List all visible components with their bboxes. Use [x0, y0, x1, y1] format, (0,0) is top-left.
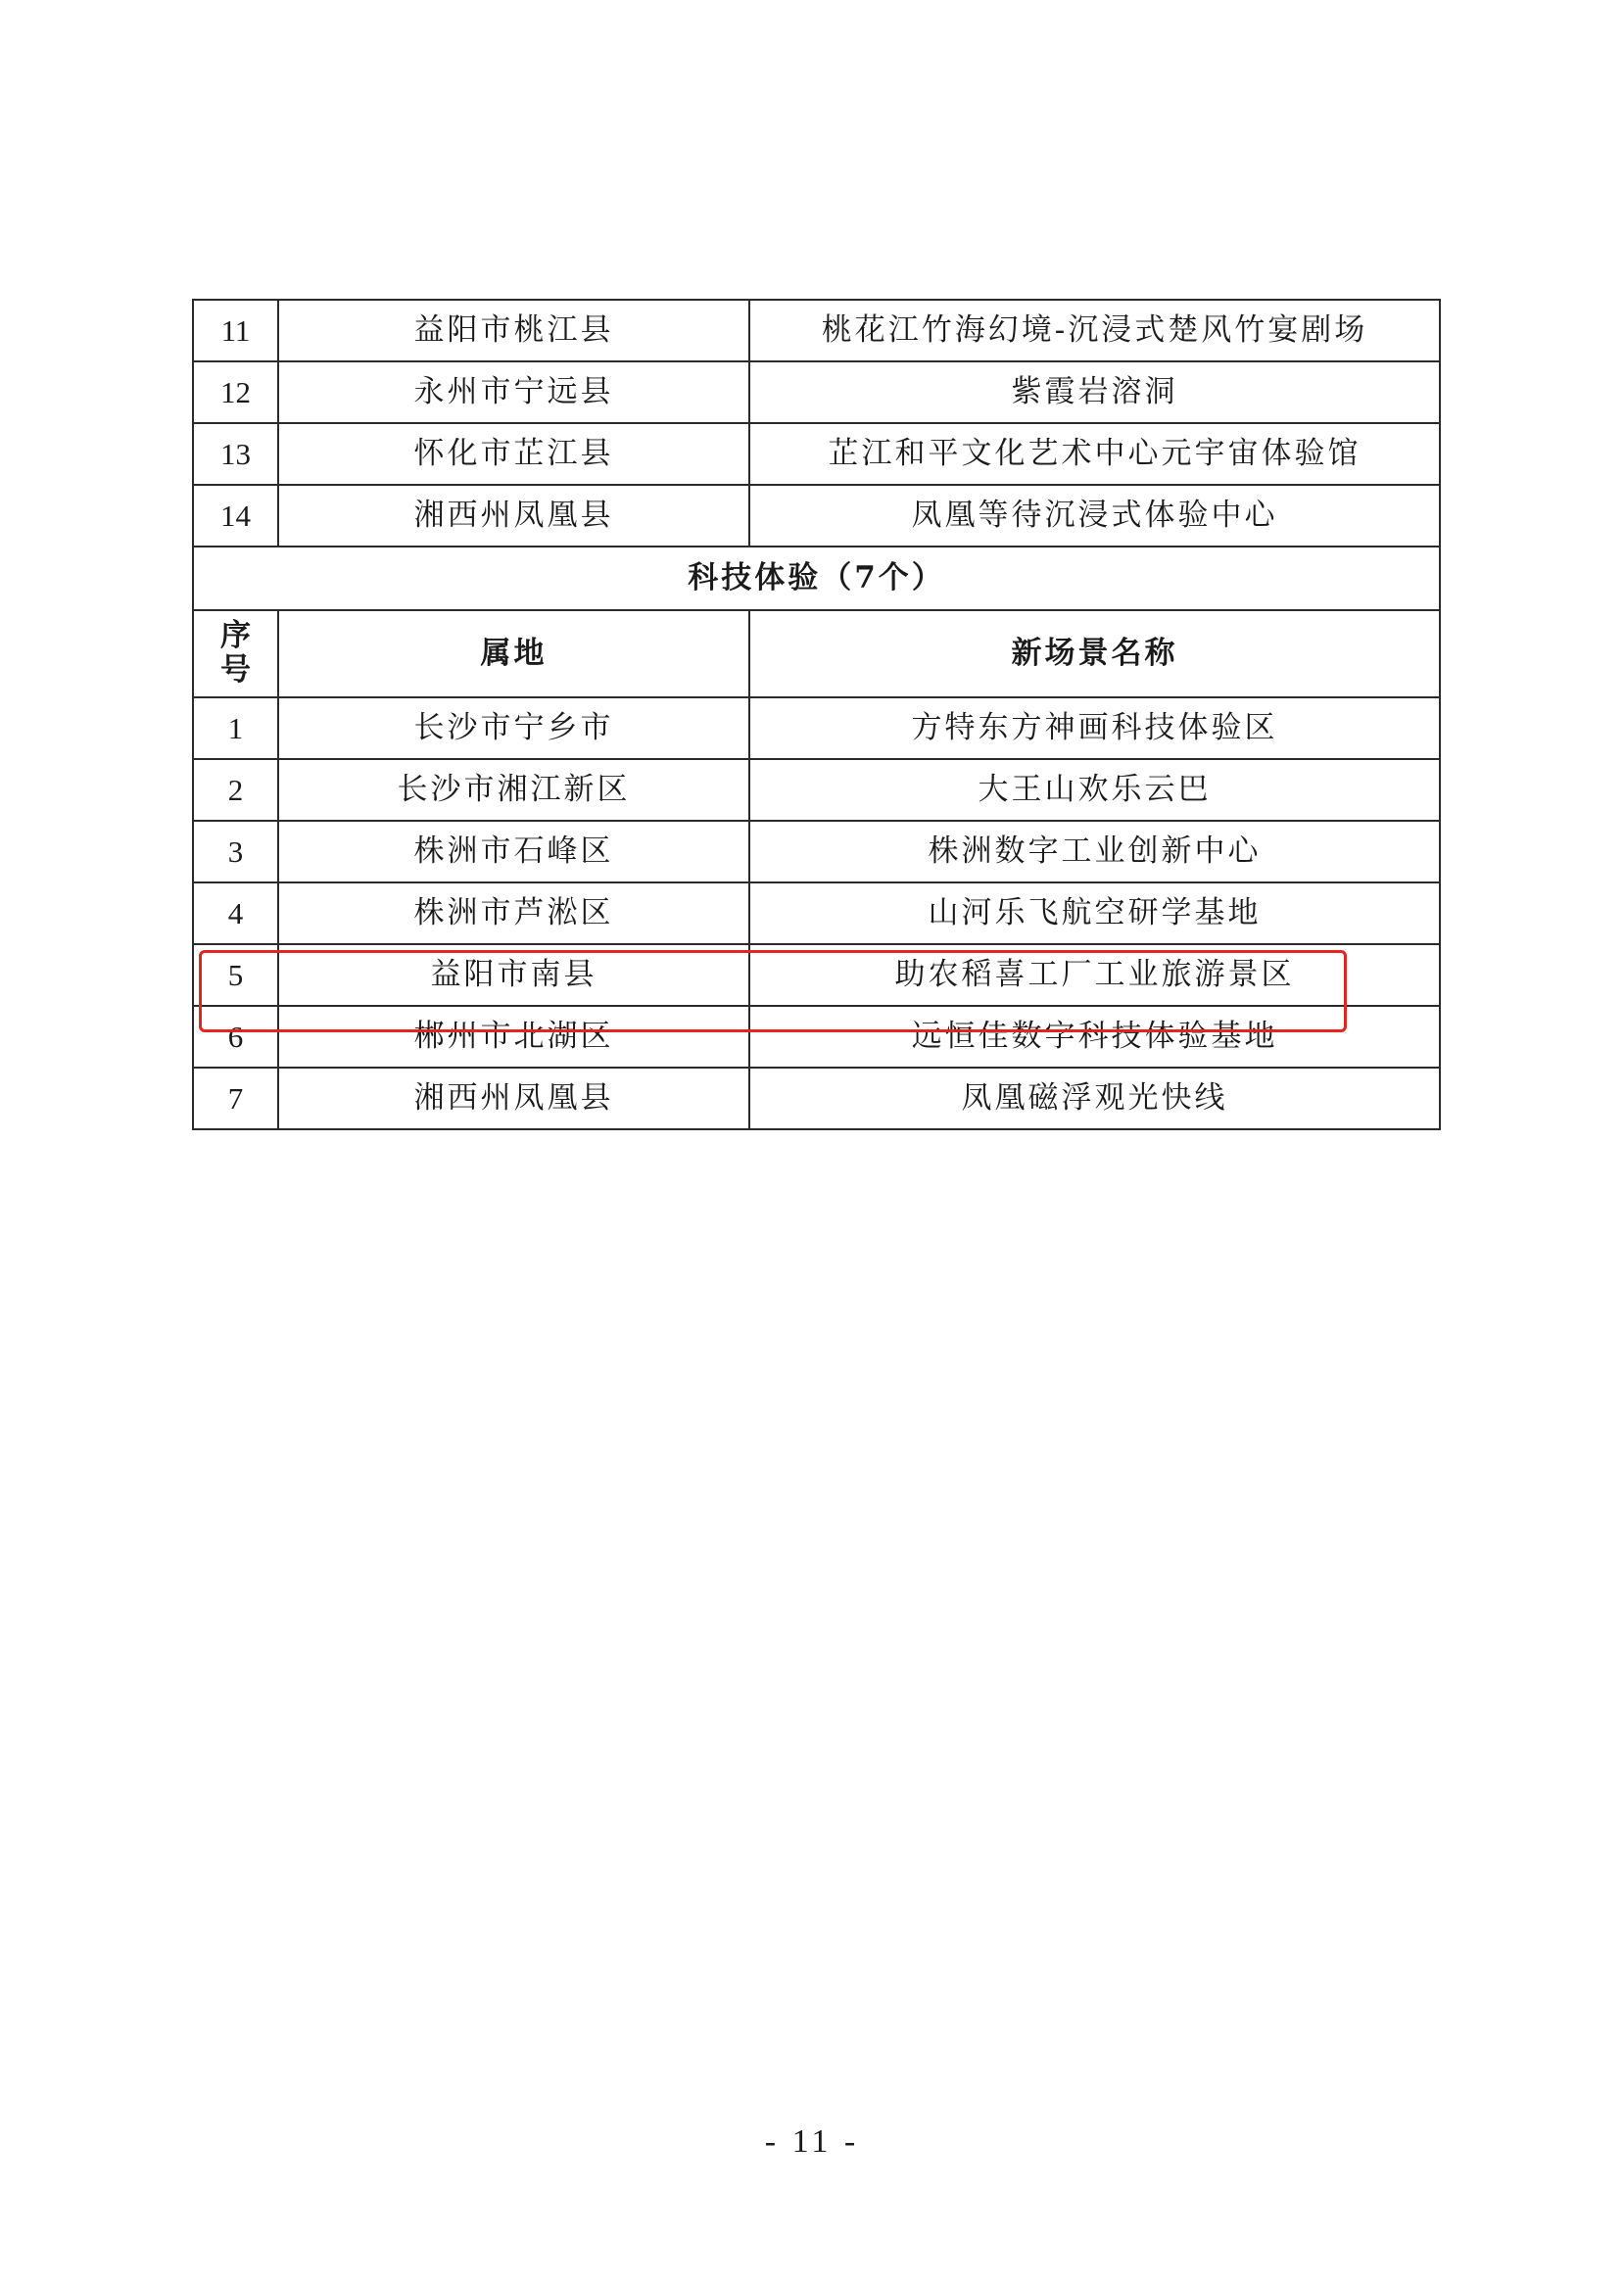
header-scene-name: 新场景名称	[749, 610, 1440, 697]
seq-cell: 5	[193, 944, 278, 1006]
scene-name-cell: 株洲数字工业创新中心	[749, 821, 1440, 882]
seq-cell: 7	[193, 1068, 278, 1129]
table-row	[193, 759, 1440, 821]
region-cell: 长沙市宁乡市	[278, 697, 749, 759]
table-row	[193, 1006, 1440, 1068]
section-title: 科技体验（7个）	[193, 547, 1440, 610]
header-seq	[193, 610, 278, 697]
section-title-row	[193, 547, 1440, 610]
region-cell: 永州市宁远县	[278, 361, 749, 423]
table-row	[193, 361, 1440, 423]
table-row	[193, 423, 1440, 485]
scene-name-cell: 凤凰等待沉浸式体验中心	[749, 485, 1440, 547]
seq-cell: 6	[193, 1006, 278, 1068]
region-cell: 怀化市芷江县	[278, 423, 749, 485]
seq-cell: 11	[193, 300, 278, 361]
seq-cell: 3	[193, 821, 278, 882]
seq-cell: 2	[193, 759, 278, 821]
table-row	[193, 697, 1440, 759]
region-cell: 长沙市湘江新区	[278, 759, 749, 821]
region-cell: 益阳市南县	[278, 944, 749, 1006]
table-row	[193, 882, 1440, 944]
table-row	[193, 485, 1440, 547]
seq-cell: 4	[193, 882, 278, 944]
table-row	[193, 300, 1440, 361]
header-seq-line2: 号	[220, 652, 251, 689]
region-cell: 郴州市北湖区	[278, 1006, 749, 1068]
scene-name-cell: 芷江和平文化艺术中心元宇宙体验馆	[749, 423, 1440, 485]
seq-cell: 14	[193, 485, 278, 547]
seq-cell: 12	[193, 361, 278, 423]
scene-list-table	[192, 299, 1441, 1130]
scene-name-cell: 山河乐飞航空研学基地	[749, 882, 1440, 944]
page-number: - 11 -	[764, 2123, 860, 2160]
header-seq-line1: 序	[220, 617, 251, 653]
seq-cell: 1	[193, 697, 278, 759]
seq-cell: 13	[193, 423, 278, 485]
header-seq-text	[218, 619, 252, 689]
header-region: 属地	[278, 610, 749, 697]
scene-name-cell: 方特东方神画科技体验区	[749, 697, 1440, 759]
scene-name-cell: 凤凰磁浮观光快线	[749, 1068, 1440, 1129]
table-row-highlighted	[193, 944, 1440, 1006]
table-header-row	[193, 610, 1440, 697]
region-cell: 湘西州凤凰县	[278, 1068, 749, 1129]
scene-name-cell: 远恒佳数字科技体验基地	[749, 1006, 1440, 1068]
region-cell: 湘西州凤凰县	[278, 485, 749, 547]
table-row	[193, 821, 1440, 882]
scene-name-cell: 桃花江竹海幻境-沉浸式楚风竹宴剧场	[749, 300, 1440, 361]
scene-name-cell: 大王山欢乐云巴	[749, 759, 1440, 821]
scene-name-cell: 助农稻喜工厂工业旅游景区	[749, 944, 1440, 1006]
table-row	[193, 1068, 1440, 1129]
region-cell: 益阳市桃江县	[278, 300, 749, 361]
region-cell: 株洲市芦淞区	[278, 882, 749, 944]
region-cell: 株洲市石峰区	[278, 821, 749, 882]
scene-name-cell: 紫霞岩溶洞	[749, 361, 1440, 423]
